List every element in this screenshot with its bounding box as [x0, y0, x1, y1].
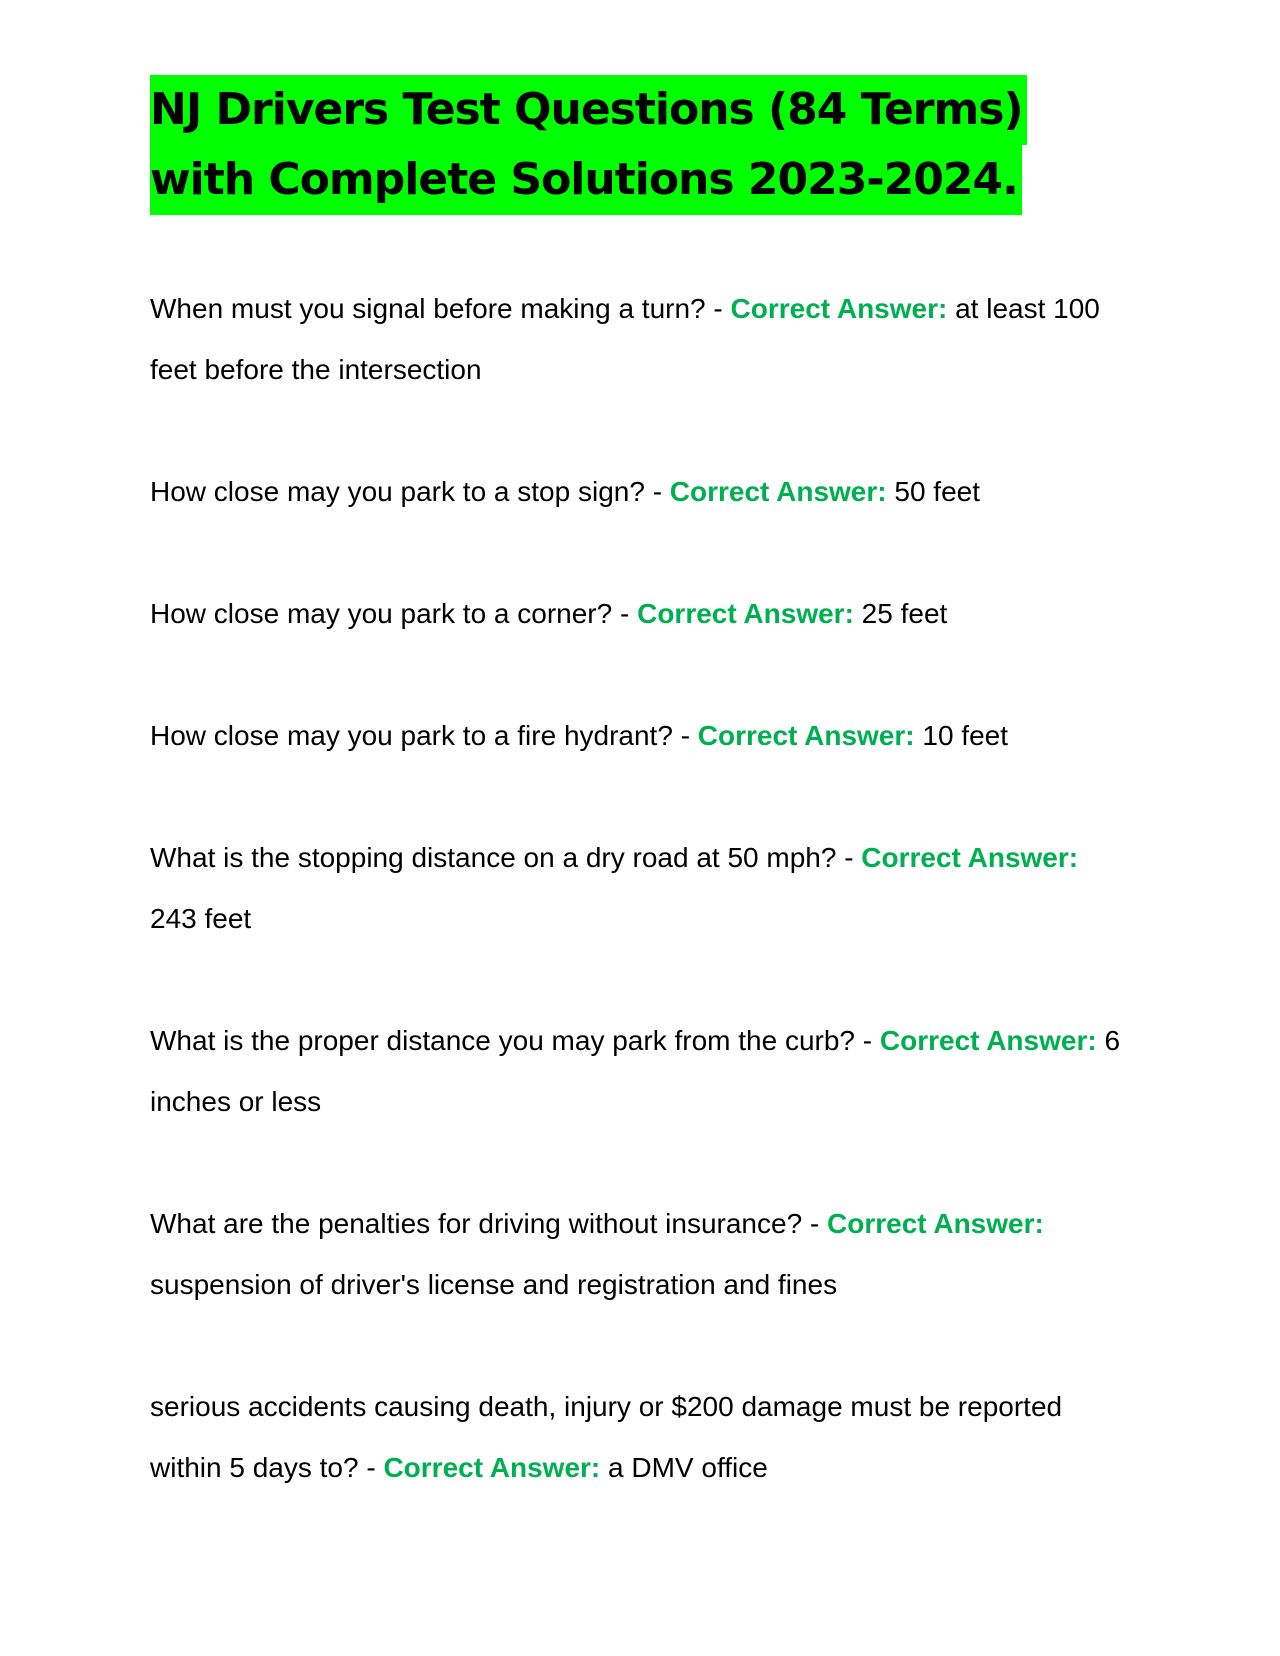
answer-text: 6 inches or less: [150, 1025, 1121, 1117]
correct-answer-label: Correct Answer:: [669, 476, 887, 507]
correct-answer-label: Correct Answer:: [861, 842, 1079, 873]
correct-answer-label: Correct Answer:: [383, 1452, 601, 1483]
qa-item-4: [150, 705, 1130, 766]
qa-item-6: [150, 1010, 1130, 1132]
question-text: How close may you park to a fire hydrant? -: [150, 720, 698, 751]
qa-item-1: [150, 278, 1130, 400]
qa-item-7: [150, 1193, 1130, 1315]
question-text: What is the stopping distance on a dry road at 50 mph? -: [150, 842, 862, 873]
answer-text: suspension of driver's license and registration and fines: [150, 1269, 838, 1300]
correct-answer-label: Correct Answer:: [637, 598, 854, 629]
answer-text: a DMV office: [600, 1452, 768, 1483]
qa-item-5: [150, 827, 1130, 949]
title-line-1: NJ Drivers Test Questions (84 Terms): [150, 75, 1027, 145]
answer-text: 243 feet: [150, 903, 252, 934]
correct-answer-label: Correct Answer:: [879, 1025, 1097, 1056]
question-text: How close may you park to a corner? -: [150, 598, 638, 629]
answer-text: 25 feet: [853, 598, 948, 629]
answer-text: 50 feet: [886, 476, 980, 507]
title-line-2: with Complete Solutions 2023-2024.: [150, 145, 1022, 215]
document-title: [150, 75, 1030, 215]
question-text: When must you signal before making a turn? -: [150, 293, 731, 324]
correct-answer-label: Correct Answer:: [697, 720, 915, 751]
question-text: How close may you park to a stop sign? -: [150, 476, 670, 507]
question-text: What are the penalties for driving without insurance? -: [150, 1208, 828, 1239]
answer-text: at least 100 feet before the intersection: [150, 293, 1100, 385]
correct-answer-label: Correct Answer:: [827, 1208, 1044, 1239]
answer-text: 10 feet: [914, 720, 1008, 751]
question-text: serious accidents causing death, injury or $200 damage must be reported within 5 days to? -: [150, 1391, 1063, 1483]
correct-answer-label: Correct Answer:: [730, 293, 948, 324]
qa-item-2: [150, 461, 1130, 522]
qa-item-8: [150, 1376, 1130, 1498]
qa-item-3: [150, 583, 1130, 644]
question-text: What is the proper distance you may park from the curb? -: [150, 1025, 880, 1056]
